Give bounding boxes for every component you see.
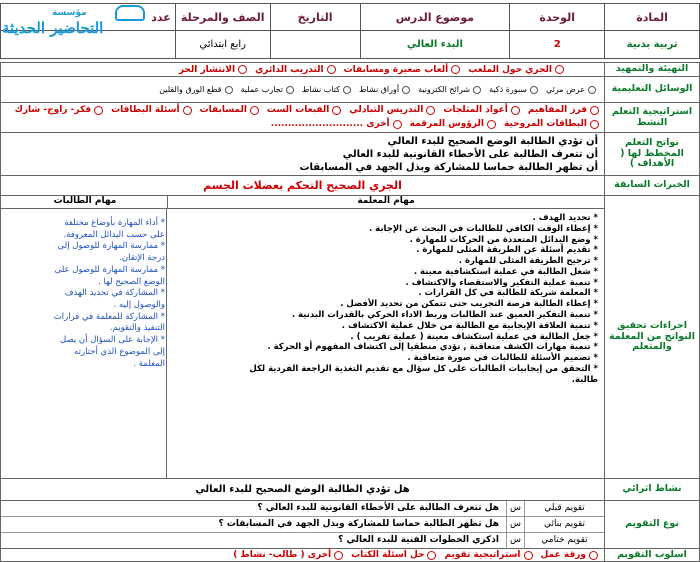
strategy-option[interactable]: فكر- زاوج- شارك	[15, 105, 103, 115]
radio-circle-icon	[451, 65, 460, 74]
radio-circle-icon	[426, 106, 435, 115]
student-task: والوصول إليه .	[113, 300, 165, 311]
style-option[interactable]: حل اسئلة الكتاب	[351, 550, 436, 560]
warmup-option[interactable]: التدريب الدائري	[255, 65, 336, 75]
media-option[interactable]: كتاب نشاط	[302, 85, 351, 94]
teacher-task: * المعلمة شريكة للطالبة في كل القرارات .	[418, 288, 598, 299]
radio-circle-icon	[590, 120, 599, 129]
radio-circle-icon	[590, 106, 599, 115]
evaluation-item	[1, 533, 604, 549]
evaluation-item	[1, 501, 604, 517]
radio-circle-icon	[183, 106, 192, 115]
strategy-option[interactable]: القبعات الست	[267, 105, 341, 115]
enrichment-row	[0, 479, 700, 501]
strategy-option[interactable]: المسابقات	[200, 105, 259, 115]
radio-circle-icon	[427, 551, 436, 560]
outcomes-row	[0, 133, 700, 176]
logo-main-text: التحاضير الحديثة	[2, 19, 104, 37]
radio-circle-icon	[334, 551, 343, 560]
teacher-task: * شغل الطالبة في عملية استكشافية معينة .	[413, 266, 598, 277]
radio-circle-icon	[225, 86, 233, 94]
teacher-task: * تحديد الهدف .	[532, 213, 598, 223]
strategies-row	[0, 103, 700, 133]
radio-circle-icon	[332, 106, 341, 115]
prior-row	[0, 176, 700, 196]
teacher-task: * إعطاء الطالبة فرصة التجريب حتى تتمكن من تحديد الأفضل .	[340, 299, 598, 310]
subject-label: المادة	[605, 4, 700, 31]
student-task: التنفيذ والتقويم.	[109, 323, 165, 334]
student-tasks-list	[5, 218, 165, 370]
strategy-option[interactable]: فرز المفاهيم	[528, 105, 599, 115]
student-task: * الإجابة على السؤال أن يصل	[60, 335, 165, 346]
grade-label: الصف والمرحلة	[175, 4, 270, 31]
strategy-option[interactable]: الرؤوس المرقمة	[410, 119, 496, 129]
evaluation-style-label: اسلوب التقويم	[604, 549, 699, 561]
count-label: عدد	[1, 4, 176, 31]
teacher-task: * تصميم الأسئلة للطالبات في صورة متعاقبة .	[407, 353, 598, 364]
date-value	[270, 31, 360, 59]
student-task: درجة الإتقان.	[119, 253, 165, 264]
teacher-task: * ترجيح الطريقة المثلى للمهارة .	[458, 256, 598, 267]
media-option[interactable]: سبورة ذكية	[489, 85, 538, 94]
question-marker: س	[506, 501, 524, 516]
subject-value: تربية بدنية	[605, 31, 700, 59]
strategy-option[interactable]: البطاقات المروحية	[504, 119, 599, 129]
warmup-option[interactable]: ألعاب صغيرة ومسابقات	[344, 65, 461, 75]
outcomes-list	[1, 133, 604, 175]
radio-circle-icon	[327, 65, 336, 74]
evaluation-table	[1, 501, 604, 548]
radio-circle-icon	[511, 106, 520, 115]
media-option[interactable]: قطع الورق والقلين	[159, 85, 232, 94]
unit-value: 2	[510, 31, 605, 59]
teacher-task: * تنمية العلاقة الإيجابية مع الطالبة من خلال عملية الاكتشاف .	[341, 320, 598, 331]
column-divider	[166, 209, 167, 478]
procedures-body	[1, 196, 604, 478]
radio-circle-icon	[589, 551, 598, 560]
media-option[interactable]: عرض مرئي	[546, 85, 596, 94]
strategy-option[interactable]: أخرى ...........................	[271, 119, 402, 129]
teacher-task: * تقديم أسئلة عن الطريقة المثلى للمهارة .	[416, 245, 598, 256]
strategies-options	[1, 103, 604, 132]
student-task: * المشاركة للمعلمة في قرارات	[53, 311, 165, 322]
radio-circle-icon	[555, 65, 564, 74]
style-option[interactable]: ورقة عمل	[541, 550, 598, 560]
enrichment-text: هل تؤدي الطالبة الوضع الصحيح للبدء العالي	[195, 484, 410, 495]
logo-top-text: مؤسسة	[52, 8, 87, 18]
lesson-header	[0, 3, 700, 59]
radio-circle-icon	[286, 86, 294, 94]
evaluation-item	[1, 517, 604, 533]
publisher-logo	[0, 5, 150, 45]
student-task: المعلمة .	[133, 358, 165, 369]
radio-circle-icon	[94, 106, 103, 115]
strategy-option[interactable]: أسئلة البطاقات	[111, 105, 191, 115]
evaluation-row	[0, 501, 700, 549]
outcome-item: أن تظهر الطالبة حماسا للمشاركة وبذل الجهد في المسابقات	[299, 162, 598, 173]
teacher-task: * التحقق من إيجابيات الطالبات على كل سؤال مع تقديم التغذية الراجعة الفردية لكل	[249, 363, 598, 374]
radio-circle-icon	[238, 65, 247, 74]
student-task: * ممارسة المهارة للوصول إلى	[57, 241, 165, 252]
warmup-option[interactable]: الانتشار الحر	[179, 65, 247, 75]
outcome-item: أن تؤدي الطالبة الوضع الصحيح للبدء العالي	[387, 136, 598, 147]
warmup-options	[1, 63, 604, 76]
teacher-task: * وضع البدائل المتعددة من الحركات للمهارة .	[409, 234, 598, 245]
radio-circle-icon	[393, 120, 402, 129]
strategy-option[interactable]: أعواد المثلجات	[443, 105, 519, 115]
evaluation-type: تقويم ختامي	[524, 533, 604, 549]
enrichment-label: نشاط اثرائي	[604, 479, 699, 500]
evaluation-style-options	[1, 549, 604, 561]
radio-circle-icon	[250, 106, 259, 115]
student-task: الوضع الصحيح لها .	[98, 276, 165, 287]
grade-value: رابع ابتدائي	[175, 31, 270, 59]
lesson-grid	[0, 62, 700, 560]
prior-text: الجري الصحيح التحكم بعضلات الجسم	[203, 179, 402, 192]
teacher-tasks-list	[173, 213, 598, 386]
prior-label: الخبرات السابقة	[604, 176, 699, 195]
radio-circle-icon	[530, 86, 538, 94]
warmup-row	[0, 63, 700, 77]
media-options	[1, 77, 604, 102]
style-option[interactable]: استراتيجية تقويم	[444, 550, 532, 560]
evaluation-question: اذكري الخطوات الفنية للبدء العالي ؟	[338, 535, 499, 545]
student-task: على حسب البدائل المعروفة.	[63, 229, 165, 240]
warmup-label: التهيئة والتمهيد	[604, 63, 699, 76]
media-row	[0, 77, 700, 103]
teacher-task: * تنمية التفكير العميق عند الطالبات وربط الاداء الحركي بالقدرات البدنية .	[291, 310, 598, 321]
car-icon	[115, 5, 145, 21]
strategy-option[interactable]: التدريس التبادلي	[349, 105, 435, 115]
student-task: * ممارسة المهارة للوصول على	[54, 264, 165, 275]
student-task: * أداء المهارة بأوضاع مختلفة	[64, 218, 165, 228]
radio-circle-icon	[343, 86, 351, 94]
strategies-line-2	[263, 119, 599, 129]
radio-circle-icon	[588, 86, 596, 94]
student-task: * المشاركة في تحديد الهدف	[64, 288, 165, 299]
evaluation-question: هل تظهر الطالبة حماسا للمشاركة وبذل الجهد في المسابقات ؟	[218, 519, 499, 529]
strategies-label: استراتيجية التعلم النشط	[604, 103, 699, 132]
strategies-line-1	[7, 105, 599, 115]
warmup-option[interactable]: الجري حول الملعب	[468, 65, 564, 75]
teacher-tasks-header: مهام المعلمة	[167, 196, 604, 209]
teacher-task: * تنمية مهارات الكشف متعاقبة , تؤدي منطقيا إلى اكتشاف المفهوم أو الحركة .	[267, 342, 598, 353]
media-label: الوسائل التعليمية	[604, 77, 699, 102]
outcome-item: أن تتعرف الطالبة على الأخطاء القانونية للبدء العالي	[342, 149, 598, 160]
evaluation-style-row	[0, 549, 700, 562]
media-option[interactable]: أوراق نشاط	[359, 85, 410, 94]
radio-circle-icon	[487, 120, 496, 129]
student-task: إلى الموضوع الذي أختارته	[74, 346, 165, 357]
radio-circle-icon	[473, 86, 481, 94]
question-marker: س	[506, 533, 524, 549]
student-tasks-header: مهام الطالبات	[1, 196, 169, 209]
teacher-task: * جعل الطالبة في عملية استكشاف معينة ( عملية تقريب ) .	[350, 331, 598, 342]
evaluation-label: نوع التقويم	[604, 501, 699, 548]
question-marker: س	[506, 517, 524, 532]
teacher-task: * إعطاء الوقت الكافي للطالبات في البحث عن الإجابة .	[368, 223, 598, 234]
radio-circle-icon	[402, 86, 410, 94]
procedures-row	[0, 196, 700, 479]
teacher-task: طالبة.	[571, 374, 598, 385]
unit-label: الوحدة	[510, 4, 605, 31]
teacher-task: * تنمية عملية التفكير والاستقصاء والاكتشاف .	[405, 277, 598, 288]
date-label: التاريخ	[270, 4, 360, 31]
evaluation-question: هل تتعرف الطالبة على الأخطاء القانونية للبدء العالي ؟	[257, 503, 499, 513]
procedures-label: اجراءات تحقيق النواتج من المعلمة والمتعلم	[604, 196, 699, 478]
media-option[interactable]: تجارب عملية	[241, 85, 295, 94]
style-option[interactable]: أخرى ( طالب- نشاط )	[233, 550, 343, 560]
evaluation-type: تقويم بنائي	[524, 517, 604, 532]
evaluation-type: تقويم قبلي	[524, 501, 604, 516]
topic-value: البدء العالي	[360, 31, 510, 59]
media-option[interactable]: شرائح الكترونية	[418, 85, 481, 94]
radio-circle-icon	[524, 551, 533, 560]
topic-label: موضوع الدرس	[360, 4, 510, 31]
outcomes-label: نواتج التعلم المخطط لها ( الأهداف )	[604, 133, 699, 175]
